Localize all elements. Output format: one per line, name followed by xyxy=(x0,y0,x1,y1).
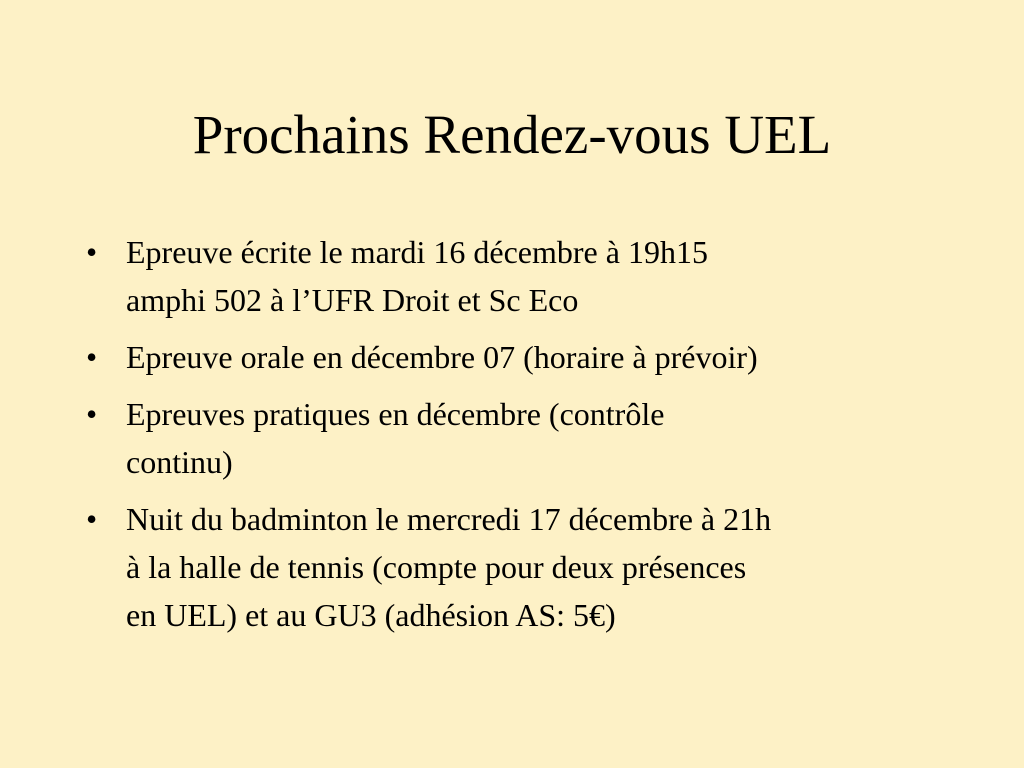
bullet-marker: • xyxy=(86,501,98,537)
bullet-item xyxy=(86,495,946,639)
bullet-marker: • xyxy=(86,339,98,375)
bullet-text-line: en UEL) et au GU3 (adhésion AS: 5€) xyxy=(126,597,616,633)
bullet-text-line: à la halle de tennis (compte pour deux présences xyxy=(126,549,747,585)
bullet-text-line: continu) xyxy=(126,444,233,480)
bullet-marker: • xyxy=(86,396,98,432)
bullet-text-line: Epreuves pratiques en décembre (contrôle xyxy=(126,396,665,432)
bullet-marker: • xyxy=(86,234,98,270)
bullet-text-line: Epreuve écrite le mardi 16 décembre à 19h15 xyxy=(126,234,708,270)
bullet-text-line: Nuit du badminton le mercredi 17 décembre à 21h xyxy=(126,501,772,537)
bullet-item xyxy=(86,333,946,381)
slide-title: Prochains Rendez-vous UEL xyxy=(192,104,832,165)
bullet-item xyxy=(86,228,946,324)
bullet-text-line: amphi 502 à l’UFR Droit et Sc Eco xyxy=(126,282,579,318)
bullet-text-line: Epreuve orale en décembre 07 (horaire à prévoir) xyxy=(126,339,758,375)
bullet-list xyxy=(86,228,946,648)
bullet-item xyxy=(86,390,946,486)
